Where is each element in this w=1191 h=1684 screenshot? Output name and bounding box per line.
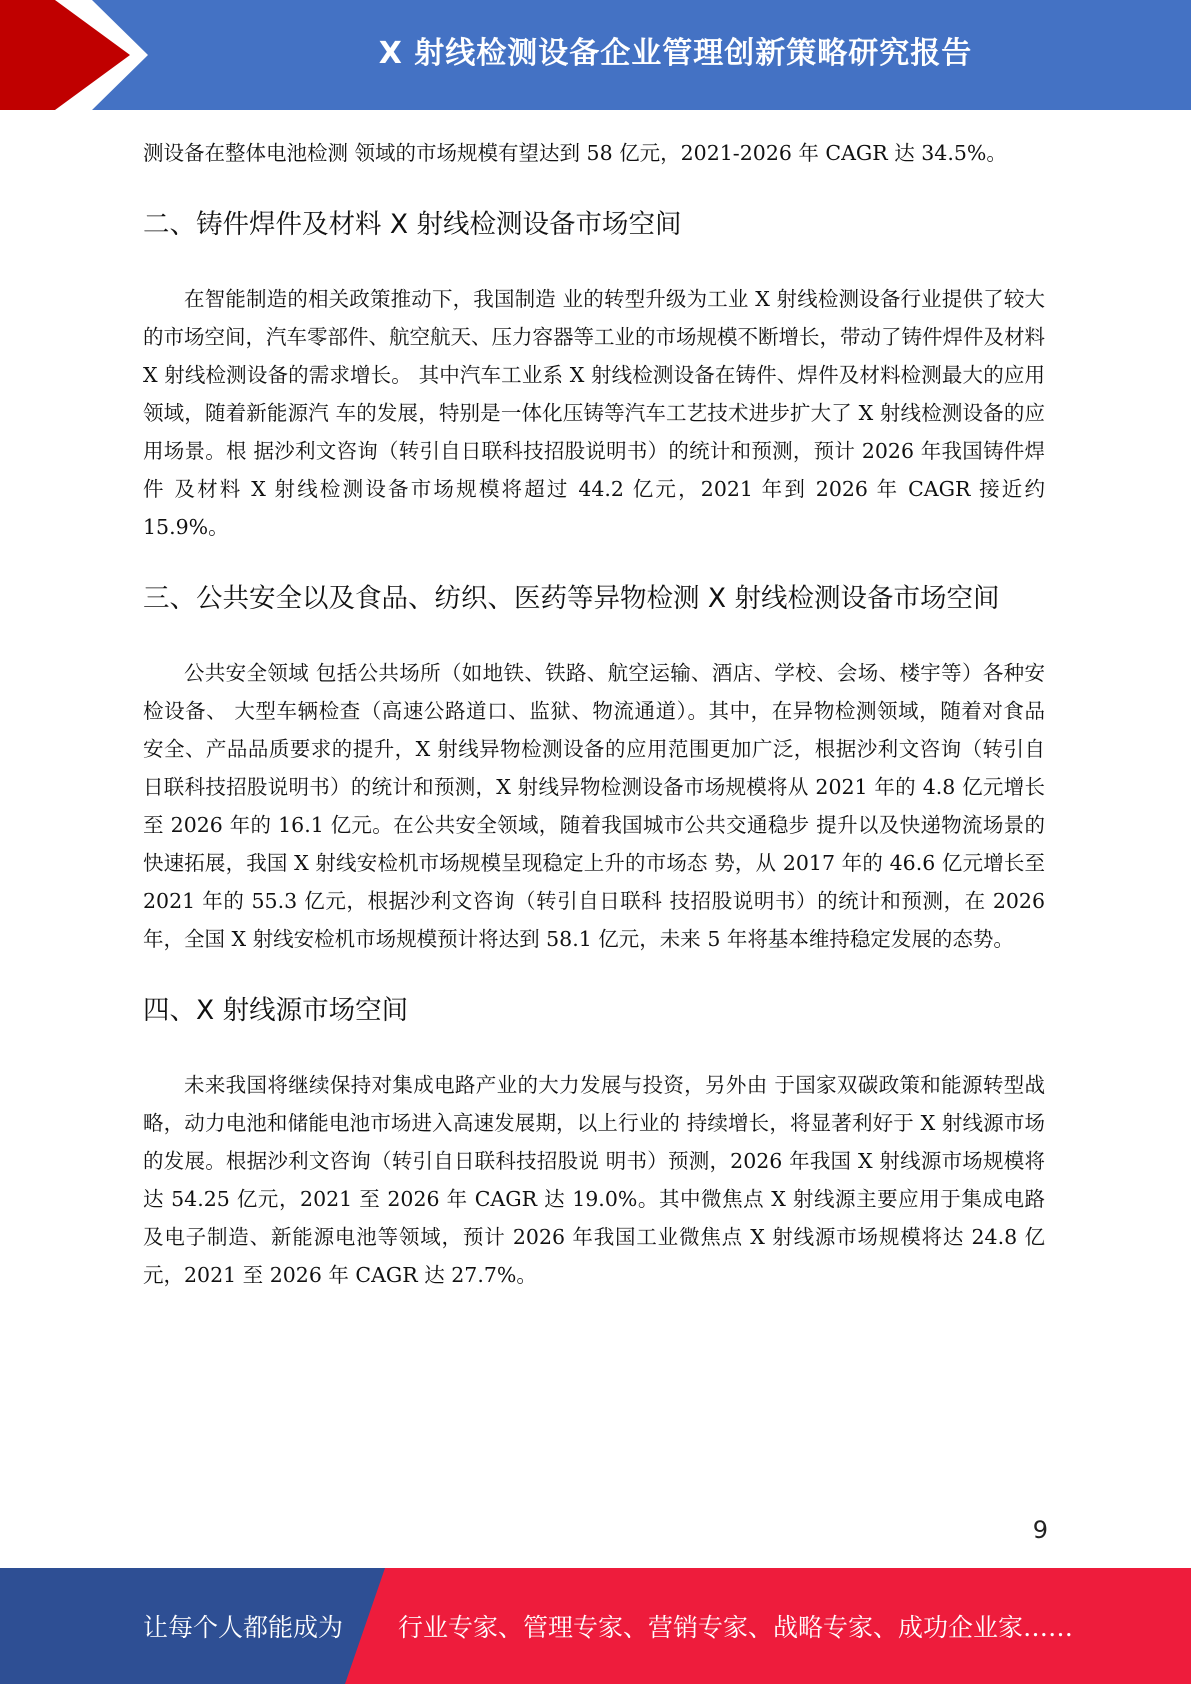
footer-slogan-left: 让每个人都能成为 <box>143 1613 344 1642</box>
footer-slogan-right: 行业专家、管理专家、营销专家、战略专家、成功企业家…… <box>398 1613 1074 1642</box>
page-footer <box>0 1568 1191 1684</box>
report-title: X 射线检测设备企业管理创新策略研究报告 <box>378 36 973 71</box>
red-arrow-shape <box>0 0 148 110</box>
page-number: 9 <box>1032 1516 1048 1544</box>
section-paragraph-public-safety: 公共安全领域 包括公共场所（如地铁、铁路、航空运输、酒店、学校、会场、楼宇等）各种安检设备、 大型车辆检查（高速公路道口、监狱、物流通道）。其中，在异物检测领域，随着对食品 安全、产品品质要求的提升，X 射线异物检测设备的应用范围更加广泛，根据沙利文咨询（转引自日联科技招股说明书）的统计和预测，X 射线异物检测设备市场规模将从 2021 年的 4.8 亿元增长至 2026 年的 16.1 亿元。在公共安全领域，随着我国城市公共交通稳步 提升以及快递物流场景的快速拓展，我国 X 射线安检机市场规模呈现稳定上升的市场态 势，从 2017 年的 46.6 亿元增长至 2021 年的 55.3 亿元，根据沙利文咨询（转引自日联科 技招股说明书）的统计和预测，在 2026 年，全国 X 射线安检机市场规模预计将达到 58.1 亿元，未来 5 年将基本维持稳定发展的态势。 <box>143 661 1045 951</box>
page-header <box>0 0 1191 110</box>
section-heading-public-safety: 三、公共安全以及食品、纺织、医药等异物检测 X 射线检测设备市场空间 <box>143 583 1000 614</box>
section-paragraph-castings: 在智能制造的相关政策推动下，我国制造 业的转型升级为工业 X 射线检测设备行业提供了较大的市场空间，汽车零部件、航空航天、压力容器等工业的市场规模不断增长，带动了铸件焊件及材料 X 射线检测设备的需求增长。 其中汽车工业系 X 射线检测设备在铸件、焊件及材料检测最大的应用领域，随着新能源汽 车的发展，特别是一体化压铸等汽车工艺技术进步扩大了 X 射线检测设备的应用场景。根 据沙利文咨询（转引自日联科技招股说明书）的统计和预测，预计 2026 年我国铸件焊件 及材料 X 射线检测设备市场规模将超过 44.2 亿元，2021 年到 2026 年 CAGR 接近约 15.9%。 <box>143 287 1045 539</box>
section-heading-castings: 二、铸件焊件及材料 X 射线检测设备市场空间 <box>143 209 682 240</box>
intro-line: 测设备在整体电池检测 领域的市场规模有望达到 58 亿元，2021-2026 年 CAGR 达 34.5%。 <box>143 141 1007 165</box>
document-body <box>143 134 1045 1294</box>
section-heading-xray-source: 四、X 射线源市场空间 <box>143 995 409 1026</box>
section-paragraph-xray-source: 未来我国将继续保持对集成电路产业的大力发展与投资，另外由 于国家双碳政策和能源转型战略，动力电池和储能电池市场进入高速发展期，以上行业的 持续增长，将显著利好于 X 射线源市场的发展。根据沙利文咨询（转引自日联科技招股说 明书）预测，2026 年我国 X 射线源市场规模将达 54.25 亿元，2021 至 2026 年 CAGR 达 19.0%。其中微焦点 X 射线源主要应用于集成电路及电子制造、新能源电池等领域，预计 2026 年我国工业微焦点 X 射线源市场规模将达 24.8 亿元，2021 至 2026 年 CAGR 达 27.7%。 <box>143 1073 1045 1287</box>
